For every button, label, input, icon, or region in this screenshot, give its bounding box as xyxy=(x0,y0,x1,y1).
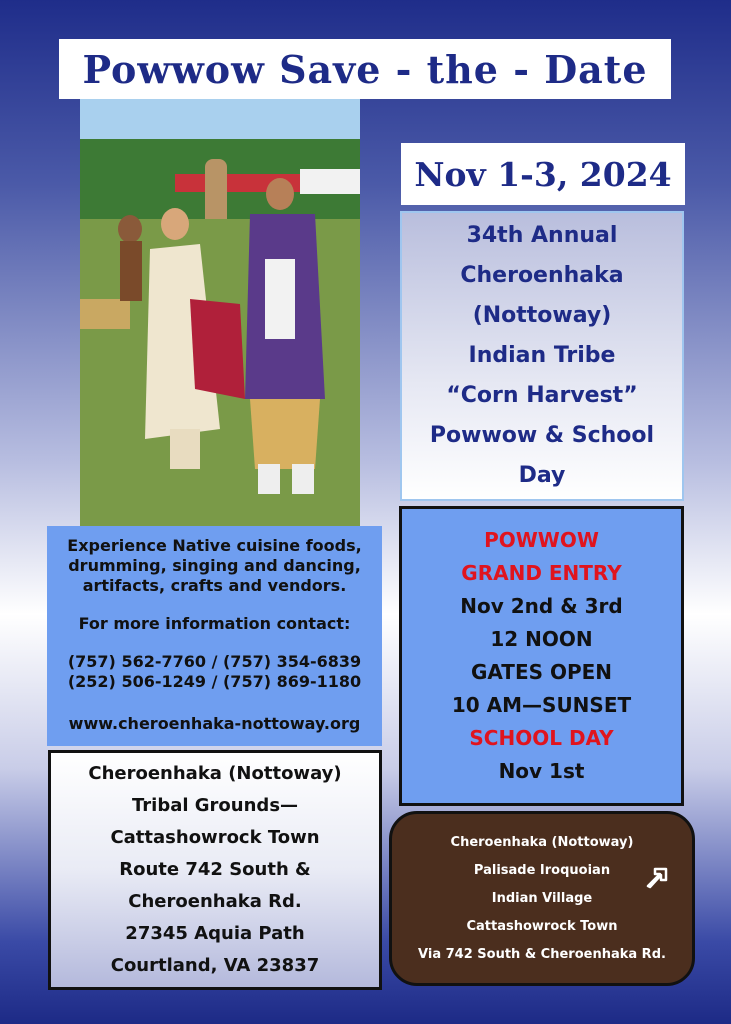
village-box xyxy=(389,811,695,986)
event-date-box xyxy=(401,143,685,205)
event-date: Nov 1-3, 2024 xyxy=(414,154,672,194)
location-box xyxy=(48,750,382,990)
village-line: Cheroenhaka (Nottoway) xyxy=(450,834,634,850)
location-line: Tribal Grounds— xyxy=(131,795,299,816)
phone-line: (757) 562-7760 / (757) 354-6839 xyxy=(67,652,362,671)
village-line: Cattashowrock Town xyxy=(466,918,618,934)
description-line: drumming, singing and dancing, xyxy=(68,556,361,575)
location-line: Cheroenhaka (Nottoway) xyxy=(88,763,342,784)
event-line: 34th Annual xyxy=(466,223,618,248)
event-line: “Corn Harvest” xyxy=(446,383,638,408)
arrow-up-right-icon xyxy=(642,862,672,892)
contact-label: For more information contact: xyxy=(78,614,351,633)
description-line: Experience Native cuisine foods, xyxy=(67,536,362,555)
grand-entry-heading: GRAND ENTRY xyxy=(461,561,622,585)
dancers-photo xyxy=(80,99,360,527)
gates-open-label: GATES OPEN xyxy=(470,660,613,684)
event-line: Cheroenhaka xyxy=(460,263,624,288)
info-box xyxy=(47,526,382,746)
event-line: Powwow & School xyxy=(429,423,655,448)
location-line: Courtland, VA 23837 xyxy=(110,955,320,976)
gates-hours: 10 AM—SUNSET xyxy=(451,693,632,717)
village-line: Palisade Iroquoian xyxy=(473,862,611,878)
event-description-box xyxy=(400,211,684,501)
title-banner xyxy=(59,39,671,99)
school-day-date: Nov 1st xyxy=(498,759,585,783)
event-line: (Nottoway) xyxy=(472,303,612,328)
event-line: Day xyxy=(518,463,566,488)
grand-entry-days: Nov 2nd & 3rd xyxy=(460,594,623,618)
description-line: artifacts, crafts and vendors. xyxy=(82,576,347,595)
website-link[interactable]: www.cheroenhaka-nottoway.org xyxy=(68,714,361,733)
schedule-box xyxy=(399,506,684,806)
location-line: Cattashowrock Town xyxy=(110,827,320,848)
location-line: Route 742 South & xyxy=(119,859,311,880)
powwow-heading: POWWOW xyxy=(484,528,599,552)
village-line: Via 742 South & Cheroenhaka Rd. xyxy=(418,946,666,962)
grand-entry-time: 12 NOON xyxy=(490,627,593,651)
school-day-heading: SCHOOL DAY xyxy=(469,726,614,750)
phone-line: (252) 506-1249 / (757) 869-1180 xyxy=(67,672,362,691)
location-line: Cheroenhaka Rd. xyxy=(128,891,302,912)
event-line: Indian Tribe xyxy=(468,343,616,368)
location-line: 27345 Aquia Path xyxy=(125,923,305,944)
page-title: Powwow Save - the - Date xyxy=(82,46,648,92)
photo-illustration xyxy=(80,99,360,527)
village-line: Indian Village xyxy=(491,890,593,906)
